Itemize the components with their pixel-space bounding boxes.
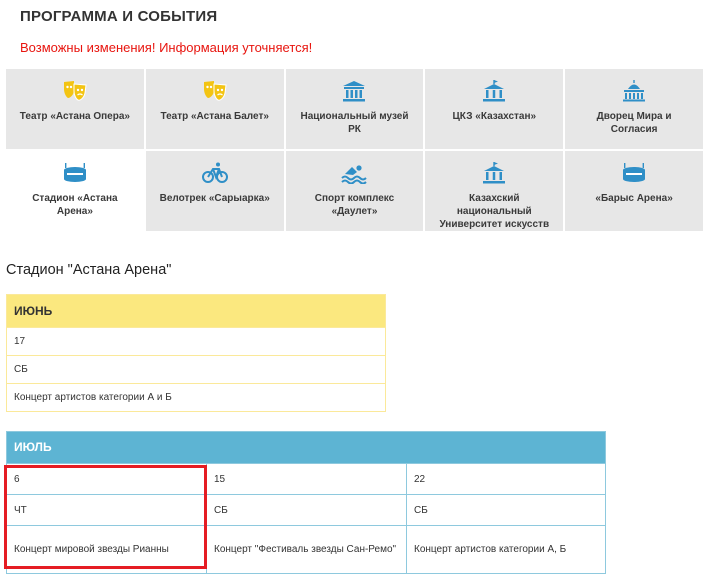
venue-label: Национальный музей РК <box>300 111 409 135</box>
event-column <box>407 463 605 573</box>
concert-hall-icon <box>481 78 507 104</box>
event-weekday: СБ <box>7 355 385 383</box>
venue-tab-astana-opera[interactable] <box>6 69 144 149</box>
event-column <box>207 463 407 573</box>
month-header-july: ИЮЛЬ <box>7 432 605 463</box>
june-schedule <box>6 294 386 412</box>
venue-tab-kazakhstan-hall[interactable] <box>425 69 563 149</box>
july-schedule <box>6 431 606 574</box>
month-header-june: ИЮНЬ <box>7 295 385 327</box>
venue-label: Спорт комплекс «Даулет» <box>314 193 395 217</box>
stadium-icon <box>621 160 647 186</box>
venue-tab-barys-arena[interactable] <box>565 151 703 231</box>
venue-tab-national-museum[interactable] <box>286 69 424 149</box>
palace-icon <box>621 78 647 104</box>
event-title[interactable]: Концерт мировой звезды Рианны <box>7 525 206 573</box>
theater-masks-icon <box>202 78 228 104</box>
venue-tab-astana-arena[interactable] <box>6 151 144 231</box>
university-icon <box>481 160 507 186</box>
venue-tab-arts-university[interactable] <box>425 151 563 231</box>
event-weekday: СБ <box>207 494 406 525</box>
venue-tab-saryarka-velodrome[interactable] <box>146 151 284 231</box>
event-weekday: СБ <box>407 494 605 525</box>
venue-label: Театр «Астана Балет» <box>160 111 269 122</box>
bicycle-icon <box>202 160 228 186</box>
venue-label: Казахский национальный Университет искусств <box>439 193 550 230</box>
event-day: 6 <box>7 463 206 494</box>
venue-label: ЦКЗ «Казахстан» <box>452 111 537 122</box>
stadium-icon <box>62 160 88 186</box>
warning-message: Возможны изменения! Информация уточняется! <box>20 40 313 55</box>
event-day: 15 <box>207 463 406 494</box>
museum-icon <box>341 78 367 104</box>
venue-section-title: Стадион "Астана Арена" <box>6 262 172 278</box>
theater-masks-icon <box>62 78 88 104</box>
page-title: ПРОГРАММА И СОБЫТИЯ <box>20 8 218 25</box>
event-column <box>7 463 207 573</box>
event-weekday: ЧТ <box>7 494 206 525</box>
swimmer-icon <box>341 160 367 186</box>
venue-label: Дворец Мира и Согласия <box>596 111 672 135</box>
event-title[interactable]: Концерт артистов категории А и Б <box>7 383 385 411</box>
event-title[interactable]: Концерт "Фестиваль звезды Сан-Ремо" <box>207 525 406 573</box>
event-title[interactable]: Концерт артистов категории А, Б <box>407 525 605 573</box>
venue-tab-daulet-sport[interactable] <box>286 151 424 231</box>
event-day: 17 <box>7 327 385 355</box>
event-day: 22 <box>407 463 605 494</box>
venue-label: Велотрек «Сарыарка» <box>159 193 270 204</box>
venue-label: Стадион «Астана Арена» <box>32 193 118 217</box>
venue-label: Театр «Астана Опера» <box>19 111 130 122</box>
venue-tab-astana-ballet[interactable] <box>146 69 284 149</box>
venue-tab-palace-of-peace[interactable] <box>565 69 703 149</box>
venue-label: «Барыс Арена» <box>595 193 673 204</box>
venue-tabs <box>6 69 703 231</box>
